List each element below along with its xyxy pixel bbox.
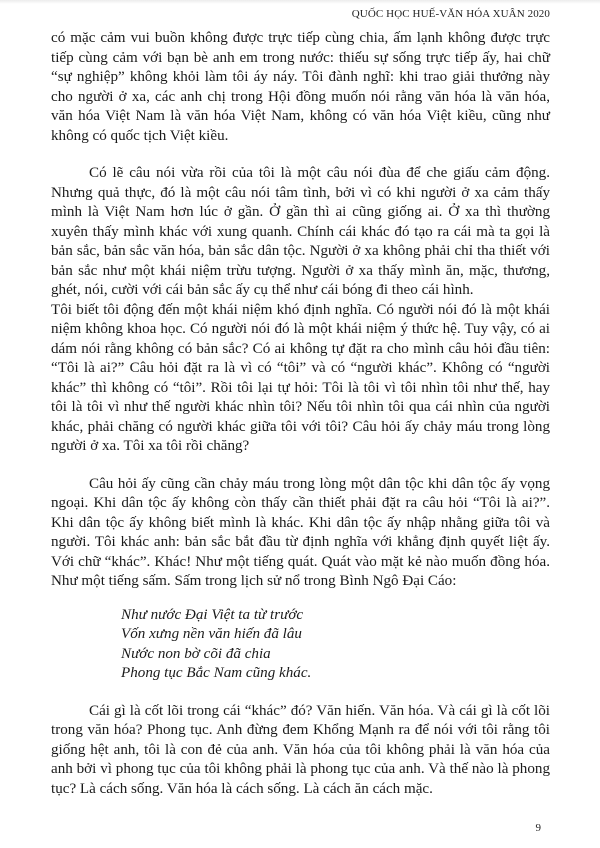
paragraph: Cái gì là cốt lõi trong cái “khác” đó? Văn hiến. Văn hóa. Và cái gì là cốt lõi trong văn hóa? Phong tục. Anh đừng đem Khổng Mạnh ra để nói với tôi rằng tôi giống hệt anh, tôi là con đẻ của anh. Văn hóa của tôi không phải là văn hóa của anh bởi vì phong tục của tôi không phải là phong tục của anh. Và thế nào là phong tục? Là cách sống. Văn hóa là cách sống. Là cách ăn cách mặc.	[51, 702, 550, 797]
paragraph: Câu hỏi ấy cũng cần chảy máu trong lòng một dân tộc khi dân tộc ấy vọng ngoại. Khi dân tộc ấy không còn thấy cần thiết phải đặt ra câu hỏi “Tôi là ai?”. Khi dân tộc ấy không biết mình là khác. Khi dân tộc ấy nhập nhằng giữa tôi và người. Tôi khác anh: bản sắc bắt đầu từ định nghĩa với khẳng định quyết liệt ấy. Với chữ “khác”. Khác! Như một tiếng quát. Quát vào mặt kẻ nào muốn đồng hóa. Như một tiếng sấm. Sấm trong lịch sử nổ trong Bình Ngô Đại Cáo:	[51, 475, 550, 589]
running-header: QUỐC HỌC HUẾ-VĂN HÓA XUÂN 2020	[351, 8, 550, 20]
page-top-edge	[0, 0, 600, 4]
poem-line: Vốn xưng nền văn hiến đã lâu	[121, 626, 302, 642]
paragraph-continuation: có mặc cảm vui buồn không được trực tiếp cùng chia, ấm lạnh không được trực tiếp cùng cảm với bạn bè anh em trong nước: thiếu sự sống trực tiếp ấy, hai chữ “sự nghiệp” không khỏi làm tôi áy náy. Tôi đành nghĩ: khi trao giải thưởng này cho người ở xa, các anh chị trong Hội đồng muốn nói rằng văn hóa là văn hóa, văn hóa Việt Nam là văn hóa Việt Nam, không có văn hóa Việt kiều, cũng như không có quốc tịch Việt kiều.	[51, 30, 550, 144]
paragraph: Có lẽ câu nói vừa rồi của tôi là một câu nói đùa để che giấu cảm động. Nhưng quả thực, đó là một câu nói tâm tình, bởi vì có khi người ở xa cảm thấy mình là Việt Nam hơn lúc ở gần. Ở gần thì ai cũng giống ai. Ở xa thì thường xuyên thấy mình khác với xung quanh. Chính cái khác đó tạo ra cái mà ta gọi là bản sắc, bản sắc văn hóa, bản sắc dân tộc. Người ở xa không phải chỉ tha thiết với bản sắc như một khái niệm trừu tượng. Người ở xa thấy mình ăn, mặc, thương, ghét, nói, cười với cái bản sắc ấy cụ thể như cái bóng đi theo cái hình.	[51, 165, 550, 298]
page-number: 9	[535, 822, 541, 834]
page-body	[51, 29, 550, 799]
poem-quote	[51, 606, 550, 684]
paragraph: Tôi biết tôi động đến một khái niệm khó định nghĩa. Có người nói đó là một khái niệm không khoa học. Có người nói đó là một khái niệm ý thức hệ. Tuy vậy, có ai dám nói rằng không có bản sắc? Có ai không tự đặt ra cho mình câu hỏi đầu tiên: “Tôi là ai?” Câu hỏi đặt ra là vì có “tôi” và có “người khác”. Không có “người khác” thì không có “tôi”. Rồi tôi lại tự hỏi: Tôi là tôi vì tôi nhìn tôi như thế, hay tôi là tôi vì như thế người khác nhìn tôi? Nếu tôi nhìn tôi qua cái nhìn của người khác, phải chăng có người khác giữa tôi với tôi? Câu hỏi ấy chảy máu trong lòng người ở xa. Tôi xa tôi rồi chăng?	[51, 301, 550, 454]
poem-line: Nước non bờ cõi đã chia	[121, 645, 271, 662]
poem-line: Như nước Đại Việt ta từ trước	[121, 606, 304, 623]
poem-line: Phong tục Bắc Nam cũng khác.	[121, 665, 312, 681]
